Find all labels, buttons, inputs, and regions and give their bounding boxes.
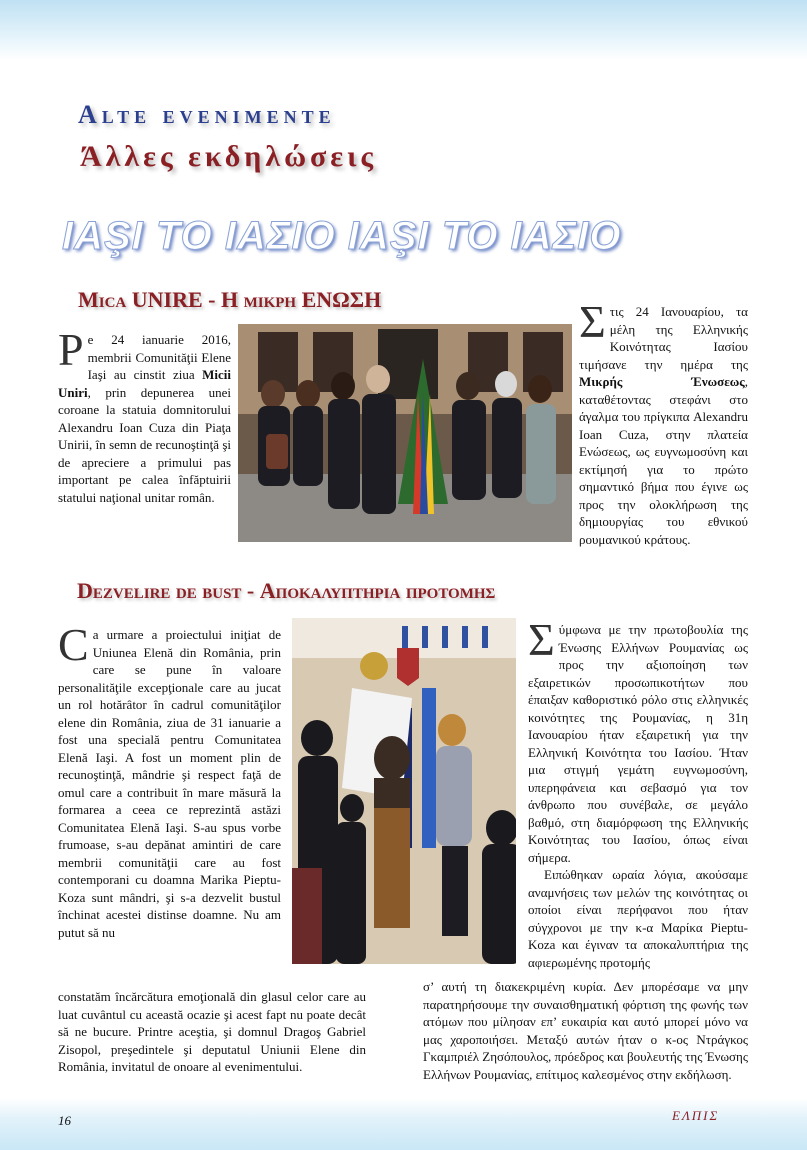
dropcap: C bbox=[58, 619, 89, 670]
dropcap: Σ bbox=[579, 296, 606, 347]
article2-greek-text-continued: σ’ αυτή τη διακεκριμένη κυρία. Δεν μπορέσαμε να μην παρατηρήσουμε την συναισθηματική φόρτιση της φωνής των ατόμων που μίλησαν επ’ ευκαιρία και αυτό μπορεί μόνο να μας χαροποιήσει. Μεταξύ αυτών ήταν ο κ-ος Ντράγκος Γκαμπριέλ Ζησόπουλος, πρόεδρος και βουλευτής της Ένωσης Ελλήνων Ρουμανίας, επίτιμος καλεσμένος στην εκδήλωση. bbox=[423, 979, 749, 1082]
magazine-name: ΕΛΠΙΣ bbox=[672, 1108, 720, 1123]
article1-heading: Mica UNIRE - Η μικρη ΕΝΩΣΗ bbox=[78, 287, 382, 312]
page-number: 16 bbox=[58, 1113, 71, 1128]
top-gradient-band bbox=[0, 0, 807, 60]
article2-greek-text-column: Σύμφωνα με την πρωτοβουλία της Ένωσης Ελλήνων Ρουμανίας ως προς την αξιοποίηση των εξαιρετικών προσωπικοτήτων που έπαιξαν καθοριστικό ρόλο στις ελληνικές κοινότητες της Ρουμανίας, η 31η Ιανουαρίου ήταν εξαιρετική για την Ελληνική Κοινότητα του Ιασίου. Ήταν μια στιγμή γεμάτη ευγνωμοσύνη, υπερηφάνεια και σεβασμό για τον άνθρωπο που συνέβαλε, σε μεγάλο βαθμό, στη διαμόρφωση της Ελληνικής Κοινότητας του Ιασίου, όπως είναι σήμερα. Ειπώθηκαν ωραία λόγια, ακούσαμε αναμνήσεις των μελών της κοινότητας οι οποίοι είναι περήφανοι που ήταν σύγχρονοι με την κ-α Μαρίκα Pieptu-Koza και έγιναν τα αποκαλυπτήρια της αφιερωμένης προτομής bbox=[528, 614, 748, 970]
article2-romanian-text-continued: constatăm încărcătura emoţională din glasul celor care au luat cuvântul cu această ocazie şi acest fapt nu poate decât să ne bucure. Printre aceştia, şi domnul Dragoş Gabriel Zisopol, preşedintele şi deputatul Uniunii Elene din România, invitatul de onoare al evenimentului. bbox=[58, 989, 366, 1074]
article2-romanian-text-column: Ca urmare a proiectului iniţiat de Uniunea Elenă din România, prin care se pune în valoare personalităţile excepţionale care au jucat un rol hotărâtor în cadrul comunităţilor elene din România, ziua de 31 ianuarie a fost una specială pentru Comunitatea Elenă Iaşi. A fost un moment plin de recunoştinţă, mândrie şi respect faţă de omul care a contribuit în mare măsură la formarea a ceea ce reprezintă astăzi Comunitatea Elenă Iaşi. S-au spus vorbe frumoase, s-au depănat amintiri de care membrii comunităţii care au fost contemporani cu doamna Marika Pieptu-Koza sunt mândri, şi s-a dezvelit bustul închinat acestei distinse doamne. Nu am putut să nu bbox=[58, 619, 281, 940]
photo-wreath-ceremony bbox=[238, 324, 572, 542]
photo-bust-unveiling bbox=[292, 618, 516, 964]
bottom-gradient-band bbox=[0, 1098, 807, 1150]
dropcap: Σ bbox=[528, 614, 555, 665]
section-title-greek: Άλλες εκδηλώσεις bbox=[80, 140, 378, 173]
section-title-romanian: Alte evenimente bbox=[78, 100, 336, 129]
article1-romanian-text: Pe 24 ianuarie 2016, membrii Comunităţii Elene Iaşi au cinstit ziua Micii Uniri, prin depunerea unei coroane la statuia domnitorului Alexandru Ioan Cuza din Piaţa Unirii, în semn de recunoştinţă şi de apreciere a primului pas important pe calea înfăptuirii statului naţional unitar român. bbox=[58, 324, 231, 505]
city-banner: IAŞI TO IAΣIO IAŞI TO IAΣIO bbox=[62, 214, 622, 258]
dropcap: P bbox=[58, 324, 84, 375]
article2-heading: Dezvelire de bust - Αποκαλυπτηρια προτομης bbox=[77, 578, 496, 603]
article1-greek-text: Στις 24 Ιανουαρίου, τα μέλη της Ελληνικής Κοινότητας Ιασίου τιμήσανε την ημέρα της Μικρής Ένωσεως, καταθέτοντας στεφάνι στο άγαλμα του πρίγκιπα Alexandru Ioan Cuza, στην πλατεία Ενώσεως, ως ευγνωμοσύνη και εκτίμησή για το πρώτο σημαντικό βήμα που έγινε ως προς την ολοκλήρωση της δημιουργίας του εθνικού ρουμανικού κράτους. bbox=[579, 296, 748, 547]
